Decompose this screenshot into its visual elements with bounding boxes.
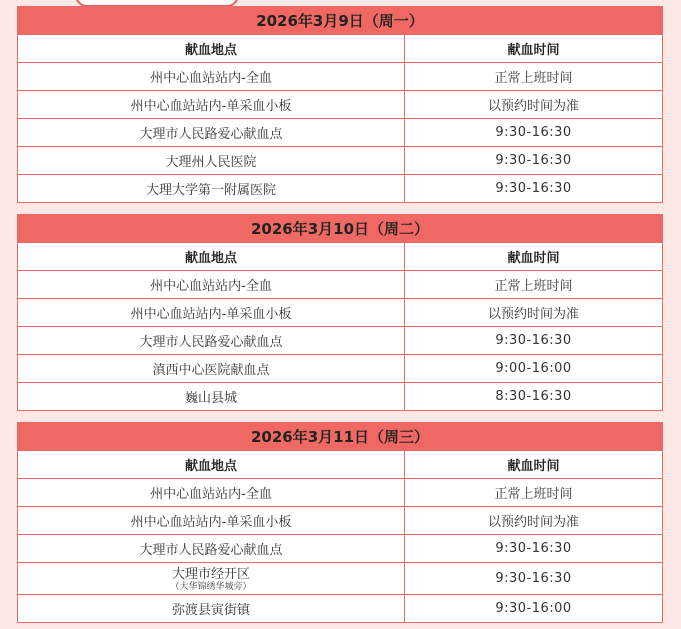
time-cell: 9:30-16:30 — [405, 174, 663, 202]
time-cell: 以预约时间为准 — [405, 298, 663, 326]
schedule-day-1 — [17, 6, 663, 203]
location-column-header: 献血地点 — [18, 451, 405, 478]
location-sublabel: （大华锦绣华城旁） — [170, 582, 252, 592]
table-row — [18, 534, 662, 562]
time-cell: 正常上班时间 — [405, 270, 663, 298]
time-cell: 9:30-16:30 — [405, 326, 663, 354]
time-cell: 以预约时间为准 — [405, 506, 663, 534]
table-header-row — [18, 243, 662, 270]
table-row — [18, 298, 662, 326]
time-cell: 9:30-16:30 — [405, 146, 663, 174]
time-column-header: 献血时间 — [507, 42, 560, 58]
location-cell: 弥渡县寅街镇 — [18, 594, 405, 622]
location-cell: 州中心血站站内-全血 — [18, 270, 405, 298]
table-row — [18, 90, 662, 118]
time-column-header: 献血时间 — [507, 458, 560, 474]
time-cell: 正常上班时间 — [405, 478, 663, 506]
time-cell: 9:30-16:30 — [405, 118, 663, 146]
table-row — [18, 506, 662, 534]
day-title: 2026年3月11日（周三） — [18, 423, 662, 451]
location-cell: 州中心血站站内-单采血小板 — [18, 90, 405, 118]
location-cell: 大理市人民路爱心献血点 — [18, 118, 405, 146]
table-row — [18, 354, 662, 382]
table-row — [18, 594, 662, 622]
time-column-header: 献血时间 — [507, 250, 560, 266]
location-cell: 大理市人民路爱心献血点 — [18, 534, 405, 562]
table-row — [18, 174, 662, 202]
table-row — [18, 270, 662, 298]
table-header-row — [18, 451, 662, 478]
schedule-table — [18, 243, 662, 410]
time-cell: 9:00-16:00 — [405, 354, 663, 382]
day-title: 2026年3月10日（周二） — [18, 215, 662, 243]
location-name: 大理市经开区 — [171, 567, 250, 582]
time-cell: 以预约时间为准 — [405, 90, 663, 118]
time-cell: 9:30-16:00 — [405, 594, 663, 622]
time-cell: 正常上班时间 — [405, 62, 663, 90]
location-column-header: 献血地点 — [18, 35, 405, 62]
time-cell: 9:30-16:30 — [405, 562, 663, 594]
location-cell: 大理大学第一附属医院 — [18, 174, 405, 202]
table-row — [18, 382, 662, 410]
table-row — [18, 118, 662, 146]
location-cell: 州中心血站站内-全血 — [18, 62, 405, 90]
location-cell: 滇西中心医院献血点 — [18, 354, 405, 382]
table-row — [18, 62, 662, 90]
location-column-header: 献血地点 — [18, 243, 405, 270]
schedule-day-2 — [17, 214, 663, 411]
location-cell: 巍山县城 — [18, 382, 405, 410]
time-cell: 8:30-16:30 — [405, 382, 663, 410]
time-cell: 9:30-16:30 — [405, 534, 663, 562]
table-row — [18, 146, 662, 174]
location-cell: 州中心血站站内-单采血小板 — [18, 298, 405, 326]
day-title: 2026年3月9日（周一） — [18, 7, 662, 35]
location-cell: 大理市人民路爱心献血点 — [18, 326, 405, 354]
schedule-table — [18, 451, 662, 622]
table-row — [18, 478, 662, 506]
location-cell: 大理州人民医院 — [18, 146, 405, 174]
table-header-row — [18, 35, 662, 62]
table-row — [18, 562, 662, 594]
schedule-table — [18, 35, 662, 202]
schedule-day-3 — [17, 422, 663, 623]
location-cell: 州中心血站站内-单采血小板 — [18, 506, 405, 534]
table-row — [18, 326, 662, 354]
location-cell — [18, 562, 405, 594]
location-cell: 州中心血站站内-全血 — [18, 478, 405, 506]
